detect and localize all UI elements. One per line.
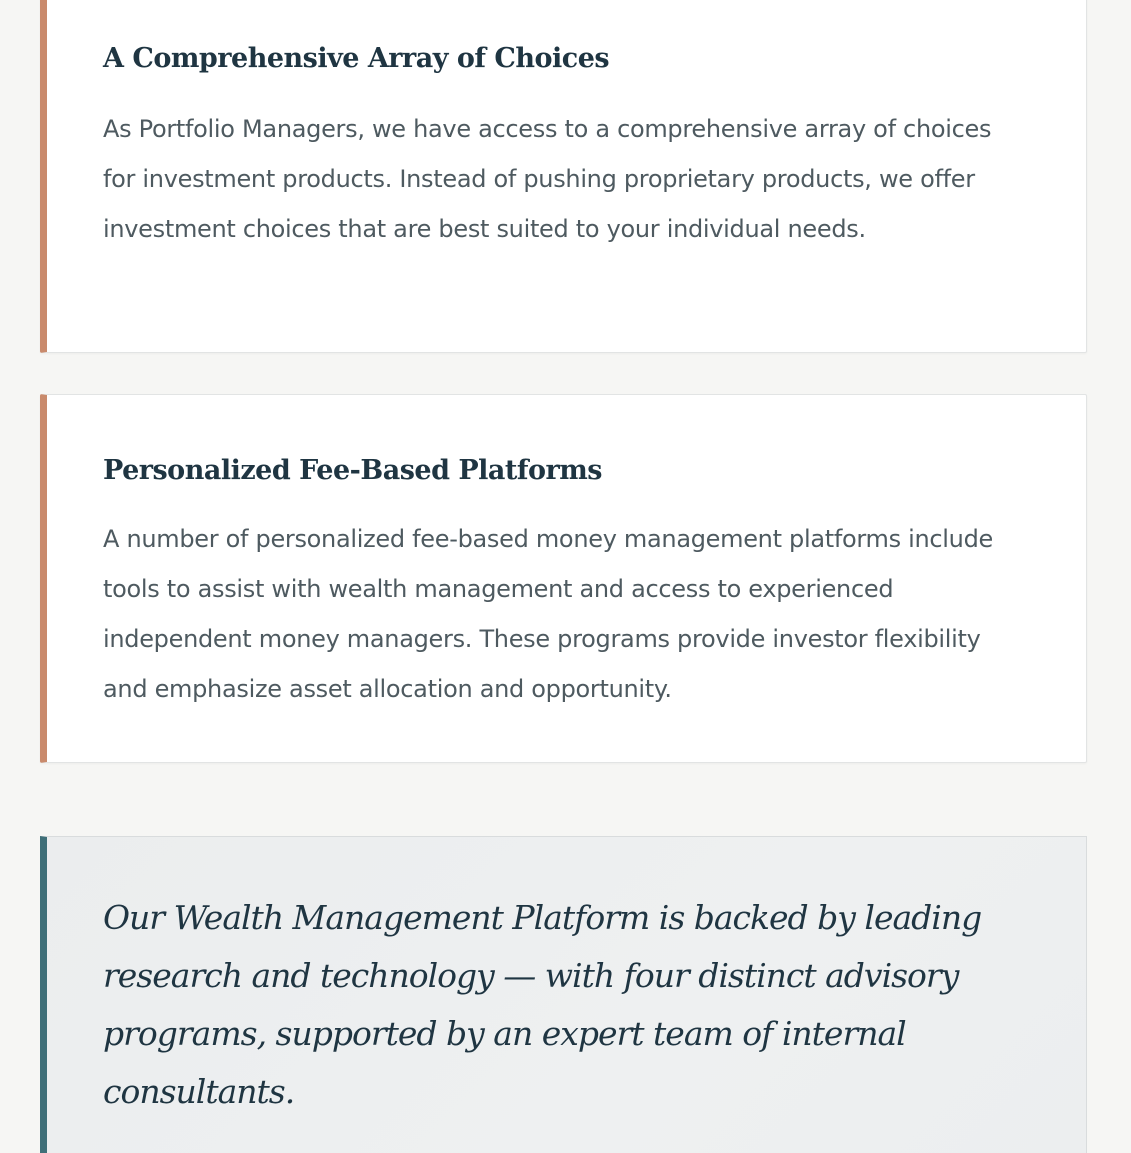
platform-quote-callout — [40, 836, 1087, 1153]
card-body: A number of personalized fee-based money management platforms include tools to assist with wealth management and access to experienced independent money managers. These programs provide investor flexibility and emphasize asset allocation and opportunity. — [103, 525, 993, 703]
quote-text: Our Wealth Management Platform is backed by leading research and technology — with four distinct advisory programs, supported by an expert team of internal consultants. — [103, 898, 982, 1111]
card-body: As Portfolio Managers, we have access to a comprehensive array of choices for investment products. Instead of pushing proprietary products, we offer investment choices that are best suited to your individual needs. — [103, 115, 992, 243]
card-title: Personalized Fee-Based Platforms — [103, 455, 602, 486]
card-title: A Comprehensive Array of Choices — [103, 43, 610, 74]
feature-card-comprehensive-choices — [40, 0, 1087, 353]
feature-card-fee-based-platforms — [40, 394, 1087, 763]
